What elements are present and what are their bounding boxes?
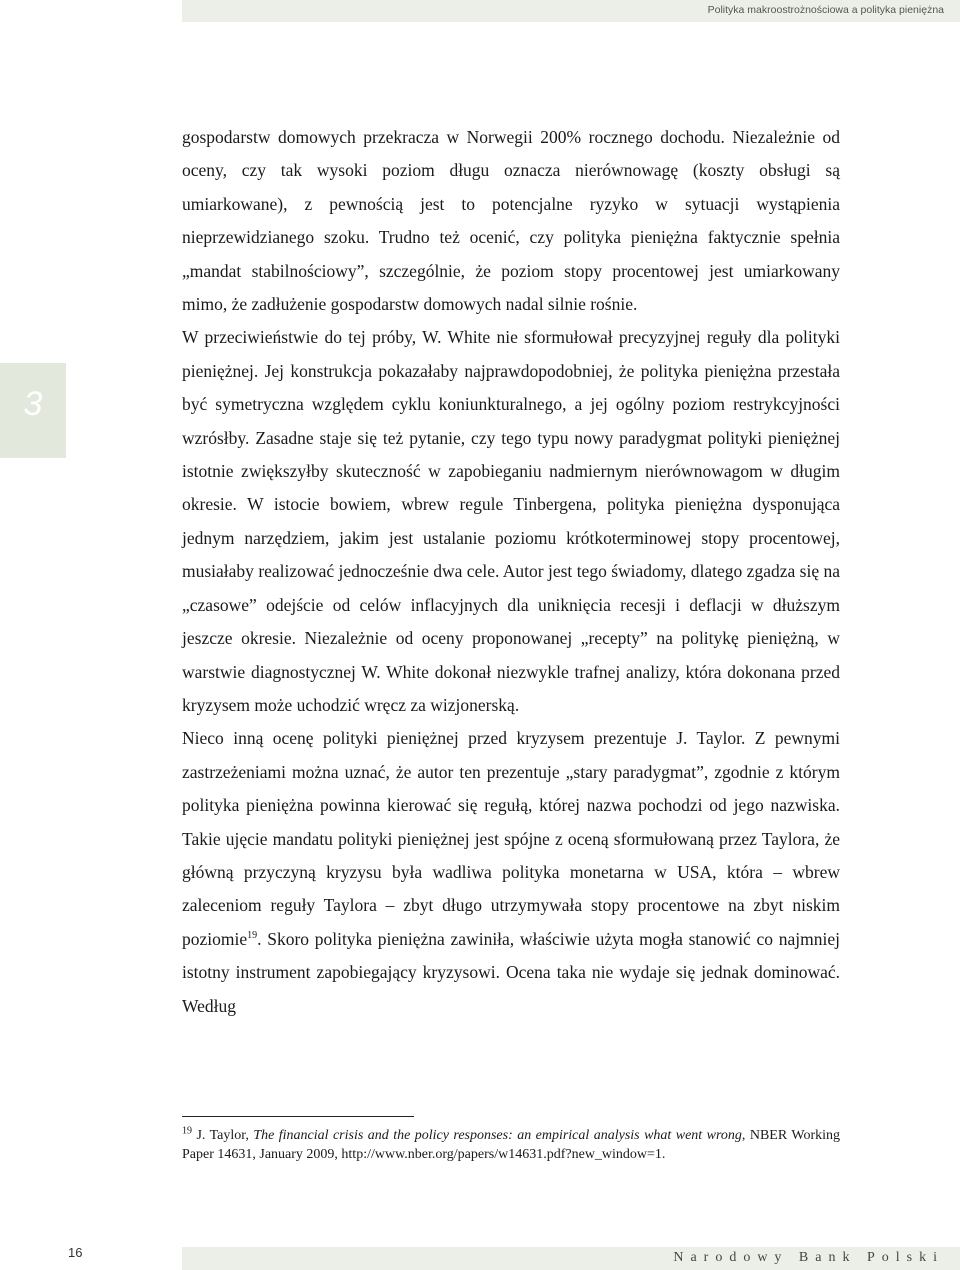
paragraph-3-part-a: Nieco inną ocenę polityki pieniężnej przed kryzysem prezentuje J. Taylor. Z pewnymi zastrzeżeniami można uznać, że autor ten prezentuje „stary paradygmat”, zgodnie z którym polityka pieniężna powinna kierować się regułą, której nazwa pochodzi od jego nazwiska. Takie ujęcie mandatu polityki pieniężnej jest spójne z oceną sformułowaną przez Taylora, że główną przyczyną kryzysu była wadliwa polityka monetarna w USA, która – wbrew zaleceniom reguły Taylora – zbyt długo utrzymywała stopy procentowe na zbyt niskim poziomie <box>182 728 840 949</box>
footnote-number: 19 <box>182 1125 192 1137</box>
paragraph-2: W przeciwieństwie do tej próby, W. White nie sformułował precyzyjnej reguły dla polityki pieniężnej. Jej konstrukcja pokazałaby najprawdopodobniej, że polityka pieniężna przestała być symetryczna względem cyklu koniunkturalnego, a jej ogólny poziom restrykcyjności wzrósłby. Zasadne staje się też pytanie, czy tego typu nowy paradygmat polityki pieniężnej istotnie zwiększyłby skuteczność w zapobieganiu nadmiernym nierównowagom w długim okresie. W istocie bowiem, wbrew regule Tinbergena, polityka pieniężna dysponująca jednym narzędziem, jakim jest ustalanie poziomu krótkoterminowej stopy procentowej, musiałaby realizować jednocześnie dwa cele. Autor jest tego świadomy, dlatego zgadza się na „czasowe” odejście od celów inflacyjnych dla uniknięcia recesji i deflacji w dłuższym jeszcze okresie. Niezależnie od oceny proponowanej „recepty” na politykę pieniężną, w warstwie diagnostycznej W. White dokonał niezwykle trafnej analizy, która dokonana przed kryzysem może uchodzić wręcz za wizjonerską. <box>182 327 840 715</box>
running-header-title: Polityka makroostrożnościowa a polityka pieniężna <box>707 4 944 16</box>
footnote-title: The financial crisis and the policy responses: an empirical analysis what went wrong <box>253 1128 742 1143</box>
footer-bar <box>182 1247 960 1270</box>
footer-brand: Narodowy Bank Polski <box>673 1250 944 1265</box>
paragraph-3-part-b: . Skoro polityka pieniężna zawiniła, właściwie użyta mogła stanowić co najmniej istotny instrument zapobiegający kryzysowi. Ocena taka nie wydaje się jednak dominować. Według <box>182 928 840 1016</box>
paragraph-1: gospodarstw domowych przekracza w Norwegii 200% rocznego dochodu. Niezależnie od oceny, czy tak wysoki poziom długu oznacza nierównowagę (koszty obsługi są umiarkowane), z pewnością jest to potencjalne ryzyko w sytuacji wystąpienia nieprzewidzianego szoku. Trudno też ocenić, czy polityka pieniężna faktycznie spełnia „mandat stabilnościowy”, szczególnie, że poziom stopy procentowej jest umiarkowany mimo, że zadłużenie gospodarstw domowych nadal silnie rośnie. <box>182 127 840 315</box>
paragraph-3 <box>182 722 840 1023</box>
page-number: 16 <box>68 1245 83 1260</box>
header-bar <box>182 0 960 22</box>
chapter-number: 3 <box>23 385 43 423</box>
footnote <box>182 1126 840 1164</box>
footnote-author: J. Taylor, <box>192 1128 254 1143</box>
footnote-divider <box>182 1116 414 1117</box>
footnote-details: , NBER Working Paper 14631, January 2009, http://www.nber.org/papers/w14631.pdf?new_window=1. <box>182 1128 841 1162</box>
body-text <box>182 121 840 1023</box>
chapter-side-tab <box>0 363 66 458</box>
footnote-reference[interactable]: 19 <box>247 929 258 941</box>
